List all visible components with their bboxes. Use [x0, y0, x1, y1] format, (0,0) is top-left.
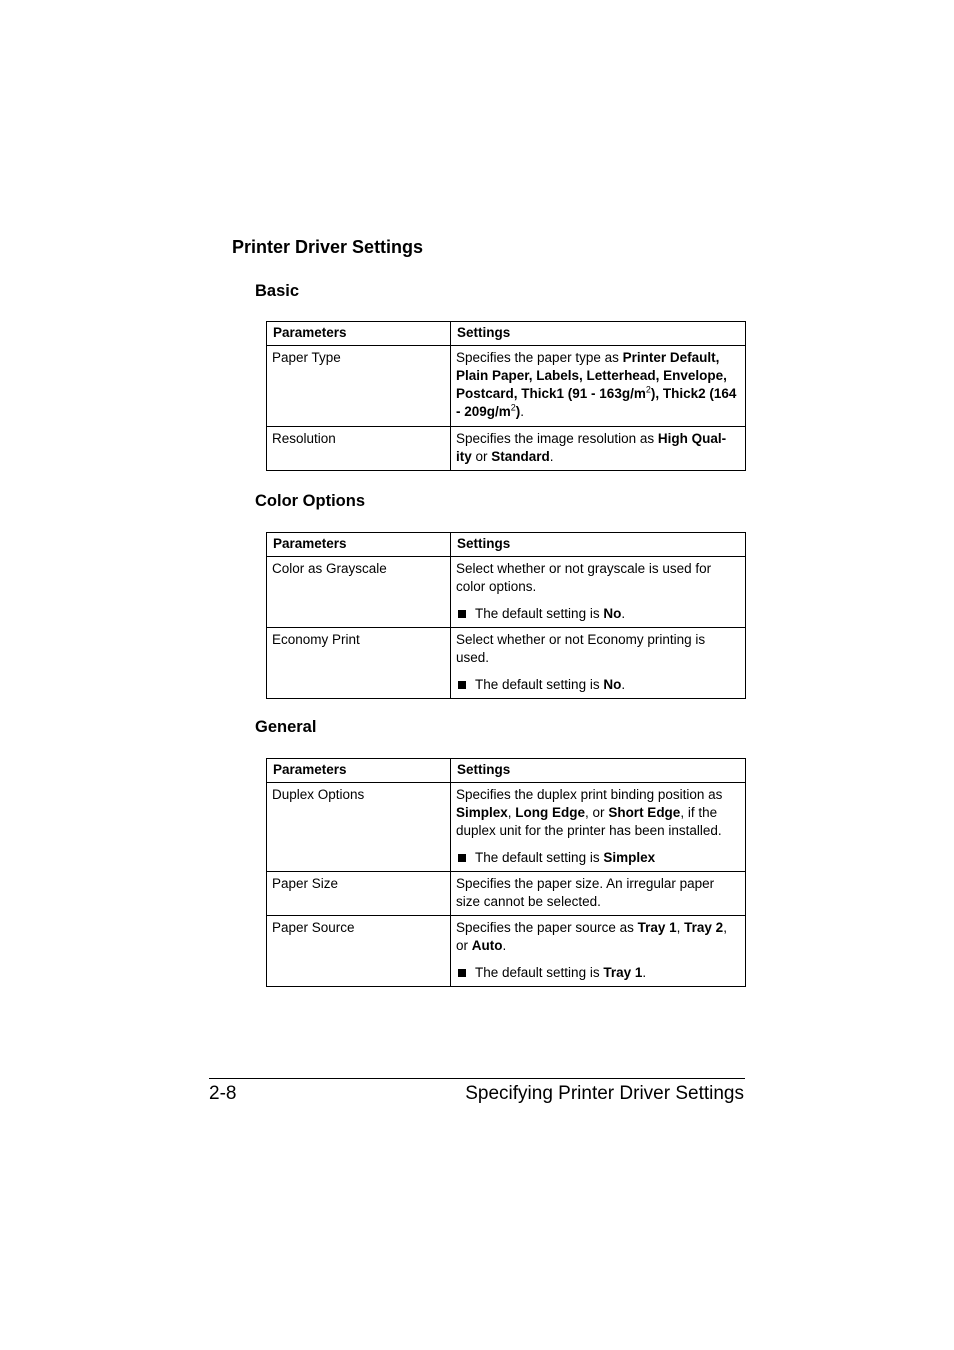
default-note — [456, 605, 740, 623]
note-value: Tray 1 — [603, 965, 643, 980]
param-duplex-options: Duplex Options — [267, 783, 451, 872]
param-paper-size: Paper Size — [267, 872, 451, 916]
setting-description: Select whether or not Economy printing is used. — [456, 632, 706, 665]
setting-text: , — [676, 920, 685, 935]
table-row — [267, 557, 746, 628]
note-value: Simplex — [603, 850, 656, 865]
setting-value: Printer Default, Plain Paper, Labels, Letterhead, Envelope, Postcard, Thick1 (91 - 163g/m — [456, 350, 727, 401]
section-heading-color-options: Color Options — [255, 492, 365, 510]
bullet-square-icon — [458, 610, 466, 618]
table-row — [267, 783, 746, 872]
note-text: . — [621, 677, 626, 692]
bullet-square-icon — [458, 969, 466, 977]
bullet-square-icon — [458, 854, 466, 862]
section-heading-basic: Basic — [255, 282, 300, 300]
column-header-parameters: Parameters — [267, 533, 451, 557]
param-color-as-grayscale: Color as Grayscale — [267, 557, 451, 628]
setting-description: Select whether or not grayscale is used for color options. — [456, 561, 712, 594]
default-note — [456, 849, 740, 867]
param-paper-type: Paper Type — [267, 346, 451, 427]
setting-text: , if the duplex unit for the printer has been installed. — [456, 805, 722, 838]
superscript: 2 — [510, 402, 516, 413]
note-value: No — [603, 677, 622, 692]
footer-page-number: 2-8 — [209, 1083, 237, 1104]
setting-color-as-grayscale — [451, 557, 746, 628]
setting-text: . — [520, 404, 525, 419]
note-text: The default setting is — [475, 850, 604, 865]
table-header-row — [267, 759, 746, 783]
column-header-parameters: Parameters — [267, 759, 451, 783]
setting-value: Standard — [491, 449, 550, 464]
setting-paper-size — [451, 872, 746, 916]
param-paper-source: Paper Source — [267, 916, 451, 987]
setting-text: Specifies the paper type as — [456, 350, 623, 365]
superscript: 2 — [645, 384, 651, 395]
setting-description: Specifies the paper size. An irregular paper size cannot be selected. — [456, 876, 715, 909]
table-row — [267, 346, 746, 427]
table-header-row — [267, 322, 746, 346]
setting-value: ) — [515, 404, 521, 419]
setting-text: , or — [456, 920, 727, 953]
setting-economy-print — [451, 628, 746, 699]
setting-value: Simplex — [456, 805, 508, 820]
setting-text: Specifies the paper source as — [456, 920, 638, 935]
column-header-parameters: Parameters — [267, 322, 451, 346]
default-note — [456, 676, 740, 694]
setting-text: Specifies the image resolution as — [456, 431, 658, 446]
bullet-square-icon — [458, 681, 466, 689]
setting-paper-type — [451, 346, 746, 427]
table-row — [267, 427, 746, 471]
setting-text: , — [507, 805, 516, 820]
default-note — [456, 964, 740, 982]
note-text: . — [621, 606, 626, 621]
note-text: . — [642, 965, 647, 980]
note-text: The default setting is — [475, 965, 604, 980]
setting-value: Tray 2 — [684, 920, 724, 935]
footer-divider — [209, 1078, 745, 1079]
setting-value: ), Thick2 (164 - 209g/m — [456, 386, 737, 419]
table-header-row — [267, 533, 746, 557]
param-resolution: Resolution — [267, 427, 451, 471]
note-value: No — [603, 606, 622, 621]
note-text: The default setting is — [475, 606, 604, 621]
setting-text: . — [502, 938, 507, 953]
setting-value: High Qual-ity — [456, 431, 727, 464]
setting-value: Auto — [471, 938, 503, 953]
column-header-settings: Settings — [451, 759, 746, 783]
setting-text: . — [549, 449, 554, 464]
setting-duplex-options — [451, 783, 746, 872]
setting-text: Specifies the duplex print binding position as — [456, 787, 723, 802]
color-options-table — [266, 532, 746, 699]
setting-value: Tray 1 — [637, 920, 677, 935]
column-header-settings: Settings — [451, 533, 746, 557]
setting-resolution — [451, 427, 746, 471]
table-row — [267, 872, 746, 916]
param-economy-print: Economy Print — [267, 628, 451, 699]
setting-text: , or — [585, 805, 609, 820]
basic-table — [266, 321, 746, 471]
table-row — [267, 628, 746, 699]
column-header-settings: Settings — [451, 322, 746, 346]
general-table — [266, 758, 746, 987]
setting-paper-source — [451, 916, 746, 987]
setting-value: Long Edge — [515, 805, 586, 820]
section-heading-general: General — [255, 718, 317, 736]
setting-text: or — [471, 449, 492, 464]
note-text: The default setting is — [475, 677, 604, 692]
footer-chapter-title: Specifying Printer Driver Settings — [465, 1083, 744, 1104]
setting-value: Short Edge — [608, 805, 681, 820]
table-row — [267, 916, 746, 987]
page-title: Printer Driver Settings — [232, 237, 424, 257]
